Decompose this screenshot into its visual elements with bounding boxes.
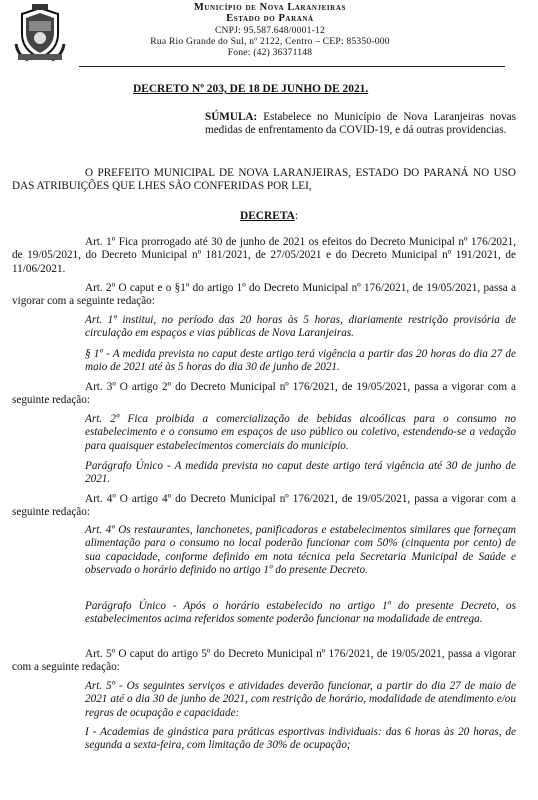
sumula-label: SÚMULA: — [205, 111, 258, 123]
art-4: Art. 4º O artigo 4º do Decreto Municipal nº 176/2021, de 19/05/2021, passa a vigorar com a seguinte redação: — [12, 493, 516, 519]
quoted-art-4: Art. 4º Os restaurantes, lanchonetes, panificadoras e estabelecimentos similares que forneçam alimentação para o consumo no local poderão funcionar com 50% (cinquenta por cento) de sua capacidade, conforme definido em nota técnica pela Secretaria Municipal de Saúde e observado o horário definido no artigo 1º do presente Decreto. — [85, 524, 516, 577]
quoted-art-2: Art. 2º Fica proibida a comercialização de bebidas alcoólicas para o consumo no estabelecimento e o consumo em espaços de uso público ou coletivo, estendendo-se a vedação para quaisquer estabelecimentos comerciais do município. — [85, 413, 516, 452]
phone-line: Fone: (42) 36371148 — [227, 47, 313, 59]
state-name: Estado do Paraná — [226, 13, 314, 25]
quoted-sole-paragraph-art-2: Parágrafo Único - A medida prevista no caput deste artigo terá vigência até 30 de junho de 2021. — [85, 460, 516, 486]
quoted-art-1: Art. 1º institui, no período das 20 horas às 5 horas, diariamente restrição provisória de circulação em espaços e vias públicas de Nova Laranjeiras. — [85, 314, 516, 340]
letterhead — [0, 0, 538, 68]
art-1: Art. 1º Fica prorrogado até 30 de junho de 2021 os efeitos do Decreto Municipal nº 176/2021, de 19/05/2021, do Decreto Municipal nº 181/2021, de 27/05/2021 e do Decreto Municipal nº 191/2021, de 11/06/2021. — [12, 236, 516, 275]
quoted-par-1: § 1º - A medida prevista no caput deste artigo terá vigência a partir das 20 horas do dia 27 de maio de 2021 até às 5 horas do dia 30 de junho de 2021. — [85, 348, 516, 374]
preamble: O PREFEITO MUNICIPAL DE NOVA LARANJEIRAS, ESTADO DO PARANÁ NO USO DAS ATRIBUIÇÕES QUE LHES SÃO CONFERIDAS POR LEI, — [12, 167, 516, 193]
quoted-sole-paragraph-art-4: Parágrafo Único - Após o horário estabelecido no artigo 1º do presente Decreto, os estabelecimentos acima referidos somente poderão funcionar na modalidade de entrega. — [85, 600, 516, 626]
sumula-text: Estabelece no Município de Nova Laranjeiras novas medidas de enfrentamento da COVID-19, e dá outras providencias. — [205, 111, 516, 137]
art-5: Art. 5º O caput do artigo 5º do Decreto Municipal nº 176/2021, de 19/05/2021, passa a vigorar com a seguinte redação: — [12, 648, 516, 674]
art-2: Art. 2º O caput e o §1º do artigo 1º do Decreto Municipal nº 176/2021, de 19/05/2021, passa a vigorar com a seguinte redação: — [12, 282, 516, 308]
sumula — [205, 111, 516, 138]
quoted-item-i: I - Academias de ginástica para práticas esportivas individuais: das 6 horas às 20 horas, de segunda a sexta-feira, com limitação de 30% de ocupação; — [85, 726, 516, 752]
address-line: Rua Rio Grande do Sul, nº 2122, Centro – CEP: 85350-000 — [150, 35, 390, 47]
art-3: Art. 3º O artigo 2º do Decreto Municipal nº 176/2021, de 19/05/2021, passa a vigorar com a seguinte redação: — [12, 381, 516, 407]
municipality-name: Município de Nova Laranjeiras — [194, 2, 346, 13]
header-divider — [79, 66, 505, 67]
cnpj-line: CNPJ: 95.587.648/0001-12 — [214, 24, 326, 36]
decree-title: DECRETO Nº 203, DE 18 DE JUNHO DE 2021. — [133, 83, 369, 95]
decreta-word: DECRETA — [239, 210, 295, 222]
decreta-colon: : — [294, 210, 299, 222]
decreta-heading — [0, 210, 538, 222]
municipal-coat-of-arms-icon — [14, 4, 66, 62]
quoted-art-5: Art. 5º - Os seguintes serviços e atividades deverão funcionar, a partir do dia 27 de maio de 2021 até o dia 30 de junho de 2021, com restrição de horário, modalidade de atendimento e/ou regras de ocupação e capacidade: — [85, 680, 516, 719]
